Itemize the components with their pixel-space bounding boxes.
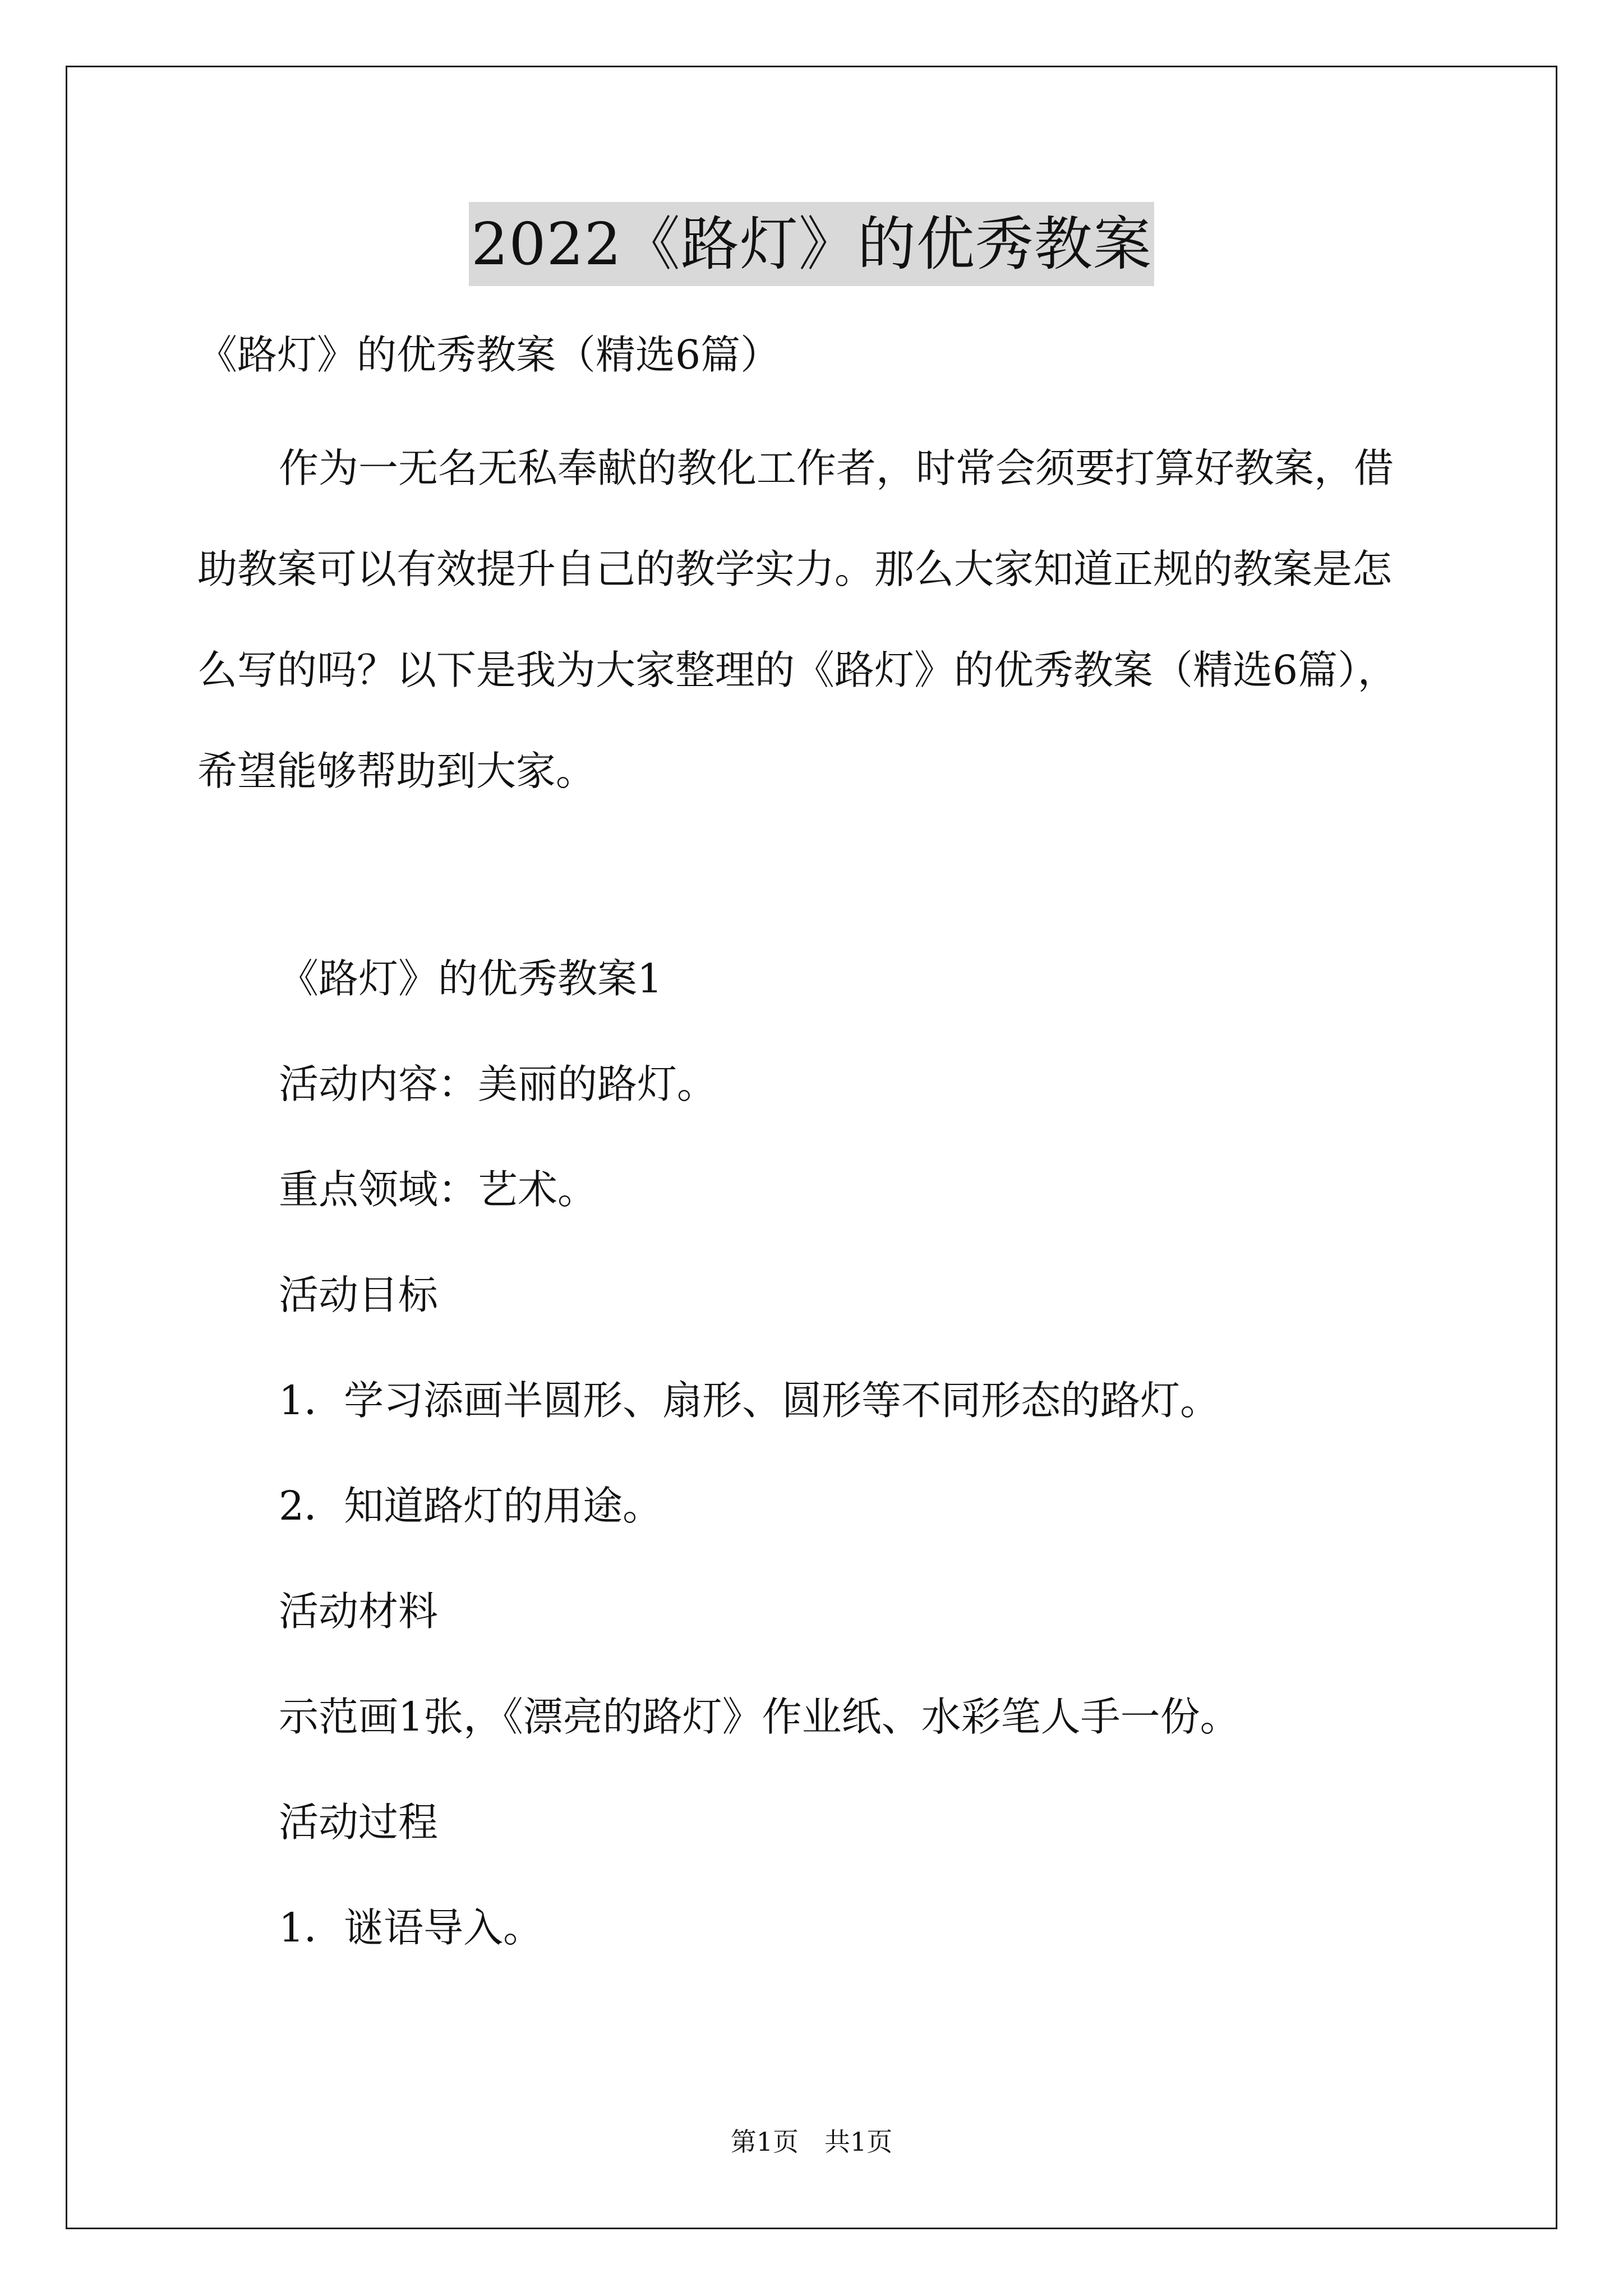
key-domain: 重点领域：艺术。 bbox=[279, 1166, 598, 1213]
activity-content: 活动内容：美丽的路灯。 bbox=[279, 1061, 717, 1107]
materials-heading: 活动材料 bbox=[279, 1588, 439, 1635]
page-footer: 第1页 共1页 bbox=[730, 2127, 893, 2157]
process-heading: 活动过程 bbox=[279, 1799, 439, 1846]
document-subtitle: 《路灯》的优秀教案（精选6篇） bbox=[197, 332, 781, 378]
intro-line-3: 么写的吗？以下是我为大家整理的《路灯》的优秀教案（精选6篇）， bbox=[197, 647, 1398, 693]
document-title: 2022《路灯》的优秀教案 bbox=[469, 202, 1154, 286]
materials-text: 示范画1张，《漂亮的路灯》作业纸、水彩笔人手一份。 bbox=[279, 1694, 1240, 1740]
intro-line-1: 作为一无名无私奉献的教化工作者，时常会须要打算好教案，借 bbox=[279, 445, 1394, 491]
goal-item-1: 1．学习添画半圆形、扇形、圆形等不同形态的路灯。 bbox=[279, 1377, 1220, 1424]
section-heading: 《路灯》的优秀教案1 bbox=[279, 955, 663, 1002]
title-wrap bbox=[0, 202, 1623, 286]
process-item-1: 1．谜语导入。 bbox=[279, 1904, 543, 1951]
goals-heading: 活动目标 bbox=[279, 1272, 439, 1318]
intro-line-2: 助教案可以有效提升自己的教学实力。那么大家知道正规的教案是怎 bbox=[197, 546, 1393, 592]
goal-item-2: 2．知道路灯的用途。 bbox=[279, 1483, 663, 1529]
intro-line-4: 希望能够帮助到大家。 bbox=[197, 748, 596, 794]
